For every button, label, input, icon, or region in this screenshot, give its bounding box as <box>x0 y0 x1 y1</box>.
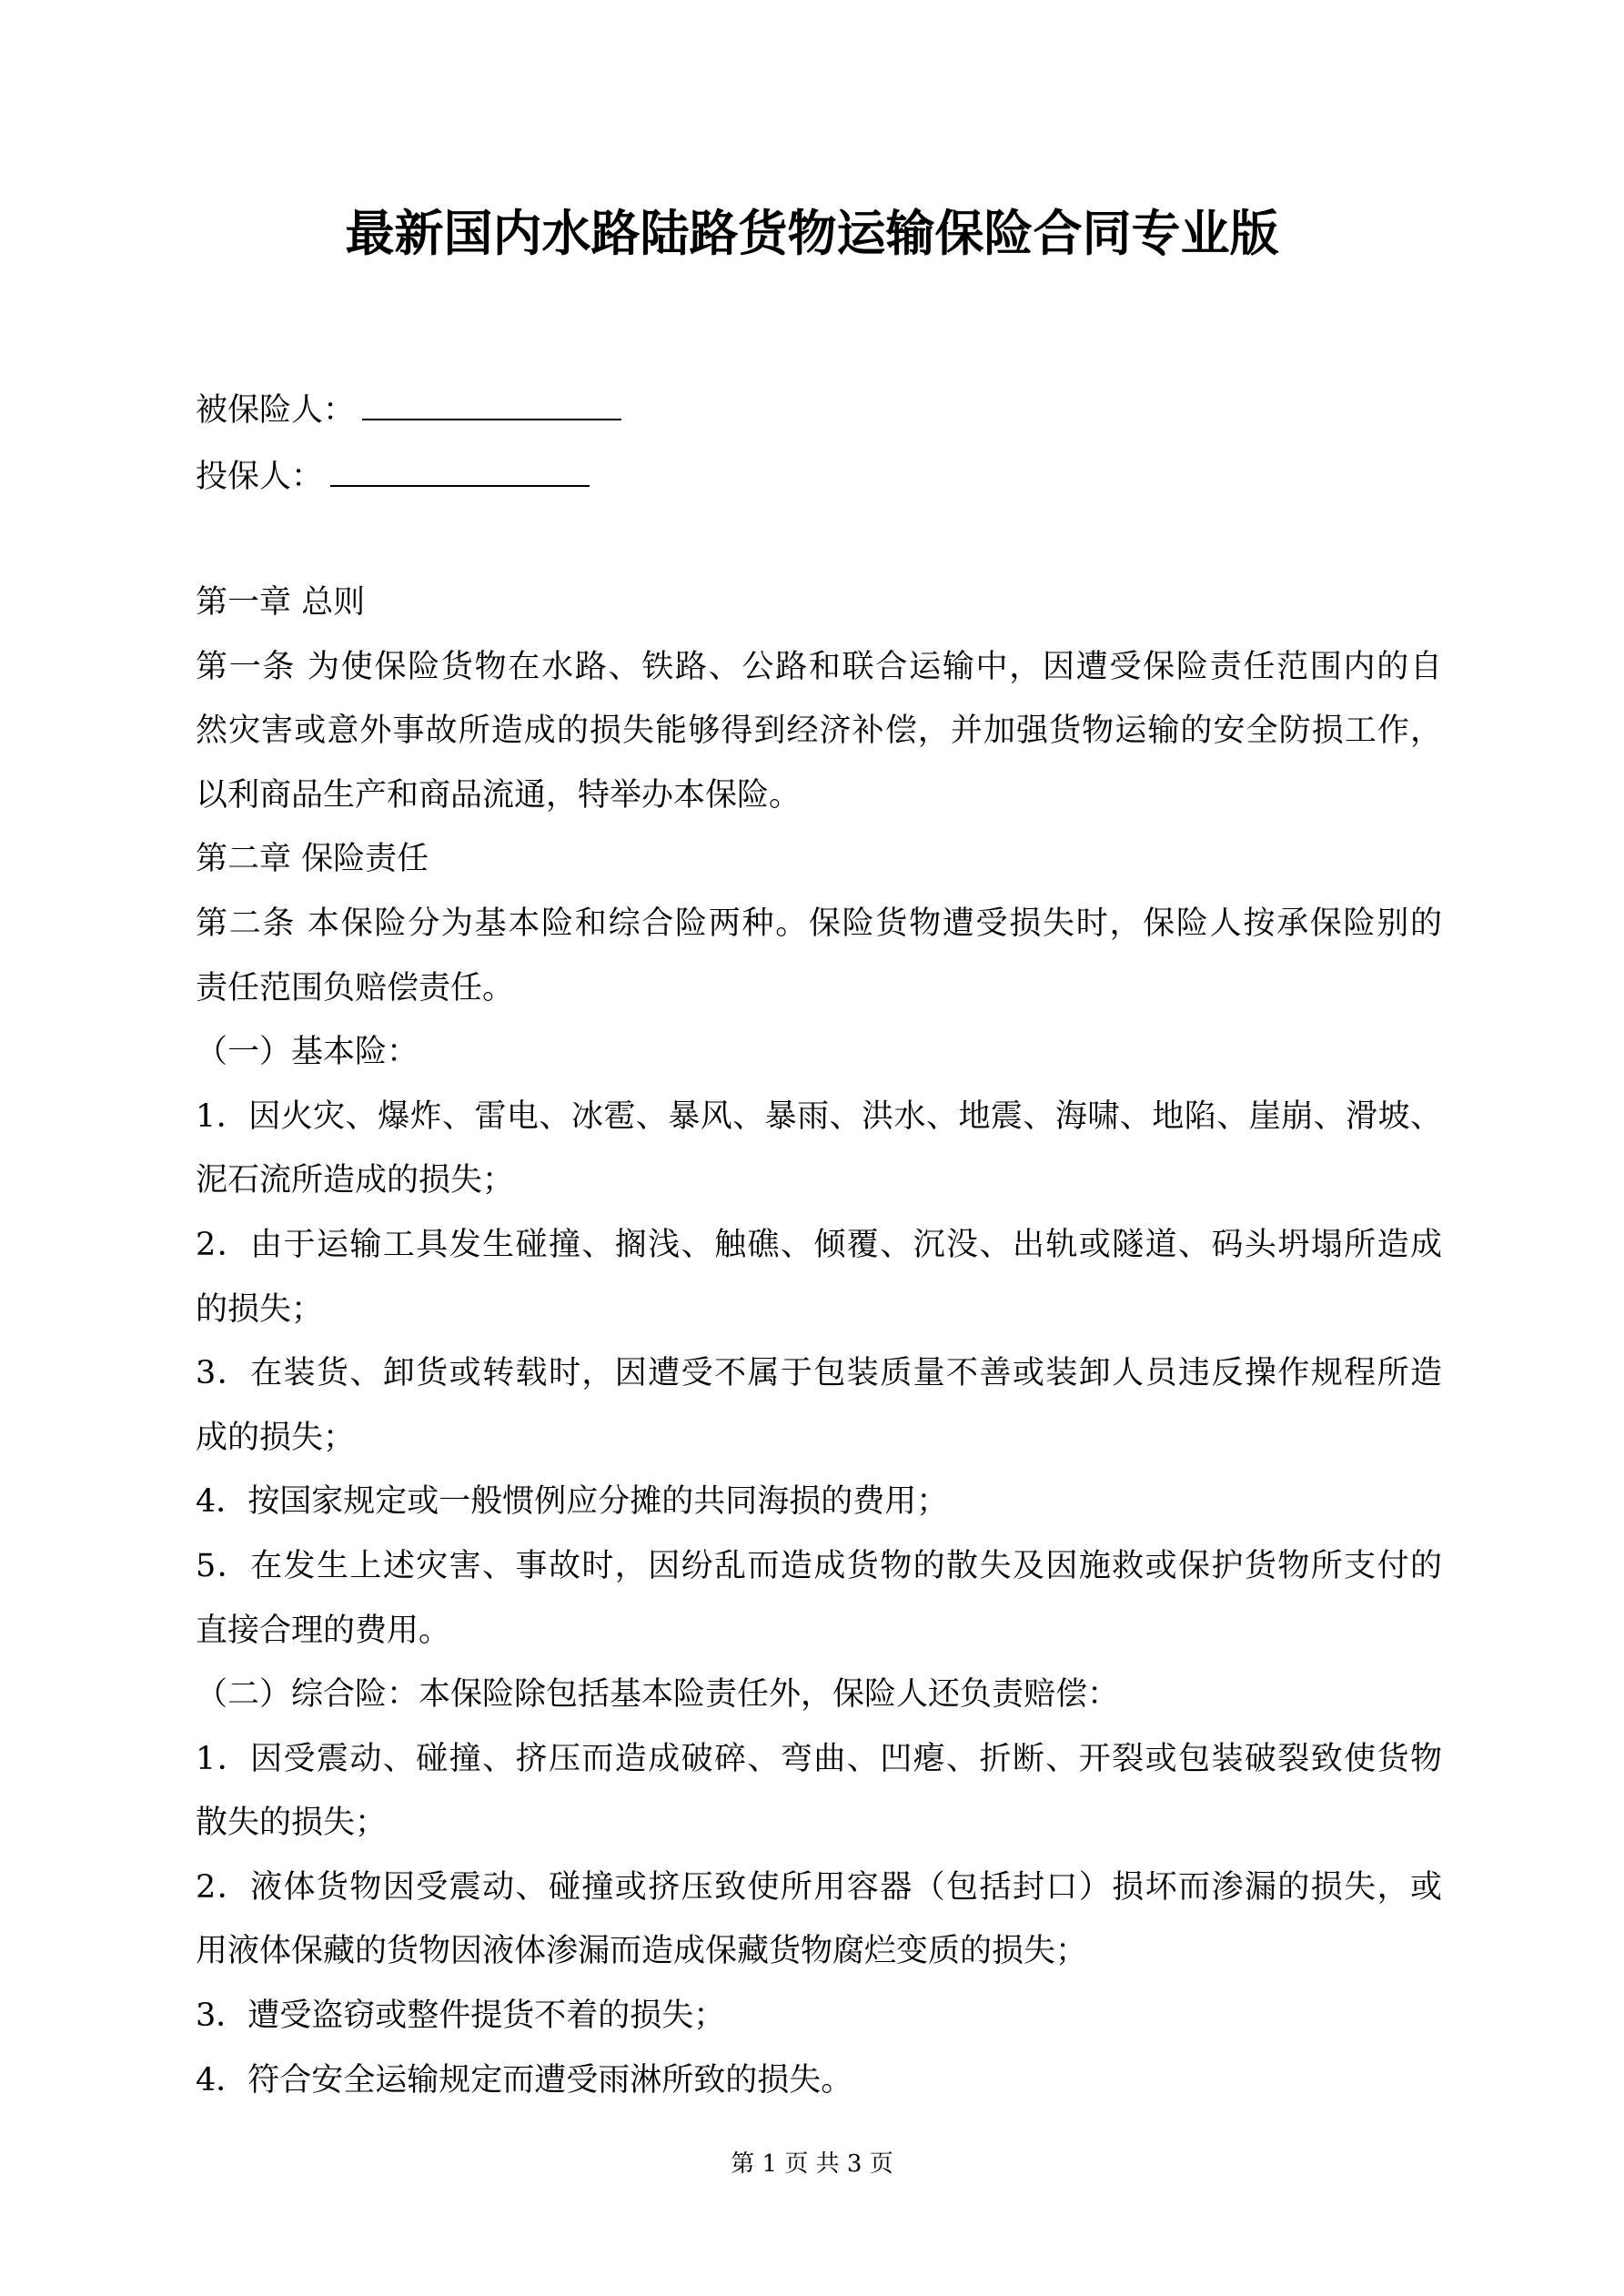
text-line: 第一章 总则 <box>196 584 366 621</box>
text-line: 第二章 保险责任 <box>196 841 429 878</box>
text-line: 的损失； <box>196 1290 324 1328</box>
text-line: 1．因火灾、爆炸、雷电、冰雹、暴风、暴雨、洪水、地震、海啸、地陷、崖崩、滑坡、 <box>196 1097 1442 1135</box>
policyholder-blank[interactable] <box>330 452 590 487</box>
text-line: 1．因受震动、碰撞、挤压而造成破碎、弯曲、凹瘪、折断、开裂或包装破裂致使货物 <box>196 1740 1442 1777</box>
text-line: 泥石流所造成的损失； <box>196 1162 515 1199</box>
text-line: 第二条 本保险分为基本险和综合险两种。保险货物遭受损失时，保险人按承保险别的 <box>196 905 1442 942</box>
text-line: 5．在发生上述灾害、事故时，因纷乱而造成货物的散失及因施救或保护货物所支付的 <box>196 1547 1442 1584</box>
text-line: 责任范围负赔偿责任。 <box>196 969 515 1006</box>
text-line: 以利商品生产和商品流通，特举办本保险。 <box>196 776 802 814</box>
document-title: 最新国内水路陆路货物运输保险合同专业版 <box>345 205 1279 262</box>
text-line: （二）综合险：本保险除包括基本险责任外，保险人还负责赔偿： <box>196 1676 1120 1714</box>
text-line: 2．液体货物因受震动、碰撞或挤压致使所用容器（包括封口）损坏而渗漏的损失，或 <box>196 1868 1442 1906</box>
text-line: 2．由于运输工具发生碰撞、搁浅、触礁、倾覆、沉没、出轨或隧道、码头坍塌所造成 <box>196 1226 1442 1263</box>
text-line: 成的损失； <box>196 1419 356 1456</box>
text-line: 直接合理的费用。 <box>196 1612 451 1649</box>
insured-blank[interactable] <box>362 386 621 420</box>
text-line: 然灾害或意外事故所造成的损失能够得到经济补偿，并加强货物运输的安全防损工作， <box>196 713 1442 750</box>
text-line: 用液体保藏的货物因液体渗漏而造成保藏货物腐烂变质的损失； <box>196 1933 1088 1970</box>
insured-field <box>196 383 621 438</box>
policyholder-field <box>196 450 590 504</box>
text-line: 3．在装货、卸货或转载时，因遭受不属于包装质量不善或装卸人员违反操作规程所造 <box>196 1355 1442 1392</box>
text-line: 3．遭受盗窃或整件提货不着的损失； <box>196 1998 726 2035</box>
page-number: 第 1 页 共 3 页 <box>731 2150 893 2178</box>
text-line: 4．符合安全运输规定而遭受雨淋所致的损失。 <box>196 2061 853 2099</box>
text-line: 散失的损失； <box>196 1805 388 1842</box>
document-body <box>196 571 1442 2112</box>
policyholder-label: 投保人： <box>196 459 324 495</box>
insured-label: 被保险人： <box>196 392 356 429</box>
text-line: （一）基本险： <box>196 1034 419 1071</box>
text-line: 第一条 为使保险货物在水路、铁路、公路和联合运输中，因遭受保险责任范围内的自 <box>196 648 1442 685</box>
text-line: 4．按国家规定或一般惯例应分摊的共同海损的费用； <box>196 1483 949 1521</box>
